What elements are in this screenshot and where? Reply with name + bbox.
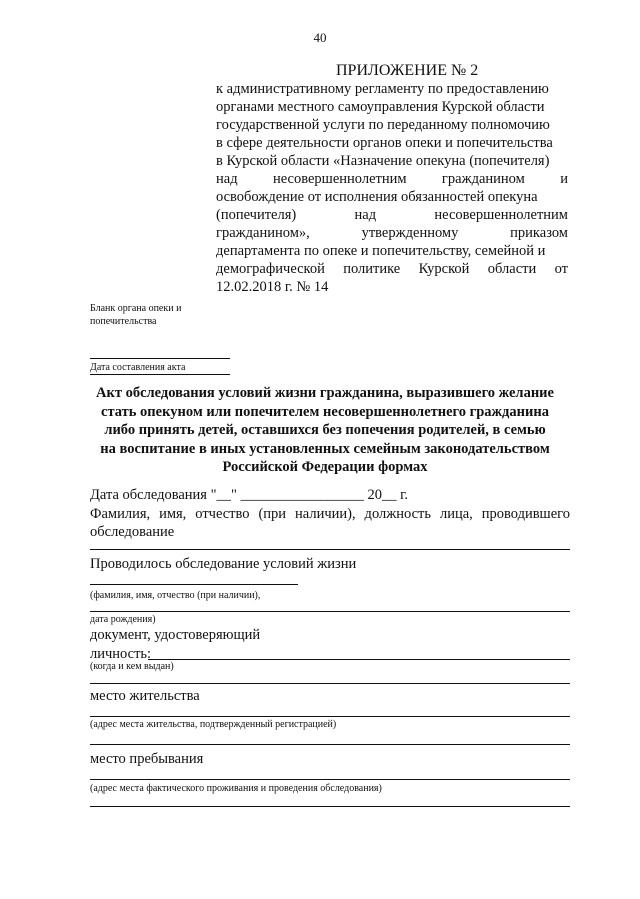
residence-label: место жительства bbox=[90, 688, 200, 704]
act-title-line: Акт обследования условий жизни гражданина, выразившего желание bbox=[96, 385, 554, 401]
appendix-line: гражданином», утвержденному приказом bbox=[216, 225, 568, 241]
inspector-fio-line: обследование bbox=[90, 524, 175, 540]
appendix-reference bbox=[216, 80, 568, 296]
identity-label: личность: bbox=[90, 646, 152, 662]
fio-caption: (фамилия, имя, отчество (при наличии), bbox=[90, 590, 261, 601]
issued-field bbox=[90, 683, 570, 684]
stay-caption: (адрес места фактического проживания и проведения обследования) bbox=[90, 783, 382, 794]
appendix-title: ПРИЛОЖЕНИЕ № 2 bbox=[336, 62, 479, 79]
appendix-line: органами местного самоуправления Курской области bbox=[216, 99, 545, 115]
date-caption: Дата составления акта bbox=[90, 362, 186, 373]
document-label: документ, удостоверяющий bbox=[90, 627, 261, 643]
date-line bbox=[90, 358, 230, 359]
appendix-line: в сфере деятельности органов опеки и попечительства bbox=[216, 135, 553, 151]
birth-caption: дата рождения) bbox=[90, 614, 156, 625]
appendix-line: демографической политике Курской области от bbox=[216, 261, 568, 277]
stay-field bbox=[90, 779, 570, 780]
act-title-line: Российской Федерации формах bbox=[222, 459, 428, 475]
appendix-line: государственной услуги по переданному полномочию bbox=[216, 117, 550, 133]
blank-label-line: Бланк органа опеки и bbox=[90, 303, 182, 314]
appendix-line: департамента по опеке и попечительству, семейной и bbox=[216, 243, 546, 259]
appendix-line: в Курской области «Назначение опекуна (попечителя) bbox=[216, 153, 550, 169]
appendix-line: (попечителя) над несовершеннолетним bbox=[216, 207, 568, 223]
appendix-line: к административному регламенту по предоставлению bbox=[216, 81, 549, 97]
birth-field bbox=[90, 611, 570, 612]
act-title-line: на воспитание в иных установленных семейным законодательством bbox=[100, 440, 550, 457]
appendix-line: над несовершеннолетним гражданином и bbox=[216, 171, 568, 187]
appendix-line: 12.02.2018 г. № 14 bbox=[216, 279, 329, 295]
inspector-fio-line: Фамилия, имя, отчество (при наличии), должность лица, проводившего bbox=[90, 506, 570, 522]
residence-field bbox=[90, 716, 570, 717]
stay-field-2 bbox=[90, 806, 570, 807]
residence-caption: (адрес места жительства, подтвержденный регистрацией) bbox=[90, 719, 337, 730]
residence-field-2 bbox=[90, 744, 570, 745]
act-title-line: либо принять детей, оставшихся без попечения родителей, в семью bbox=[104, 422, 546, 438]
conducted-field bbox=[90, 584, 298, 585]
act-title bbox=[80, 384, 570, 477]
inspector-fio-label bbox=[90, 505, 570, 541]
appendix-line: освобождение от исполнения обязанностей опекуна bbox=[216, 189, 538, 205]
issued-caption: (когда и кем выдан) bbox=[90, 661, 174, 672]
survey-date: Дата обследования "__" _________________ 20__ г. bbox=[90, 487, 409, 503]
blank-label-line: попечительства bbox=[90, 316, 157, 327]
conducted-label: Проводилось обследование условий жизни bbox=[90, 556, 357, 572]
identity-field bbox=[148, 659, 570, 660]
inspector-fio-field bbox=[90, 549, 570, 550]
act-title-line: стать опекуном или попечителем несовершеннолетнего гражданина bbox=[101, 403, 549, 420]
date-caption-underline bbox=[90, 374, 230, 375]
stay-label: место пребывания bbox=[90, 751, 204, 767]
blank-label bbox=[90, 302, 230, 328]
page-number: 40 bbox=[313, 30, 327, 45]
